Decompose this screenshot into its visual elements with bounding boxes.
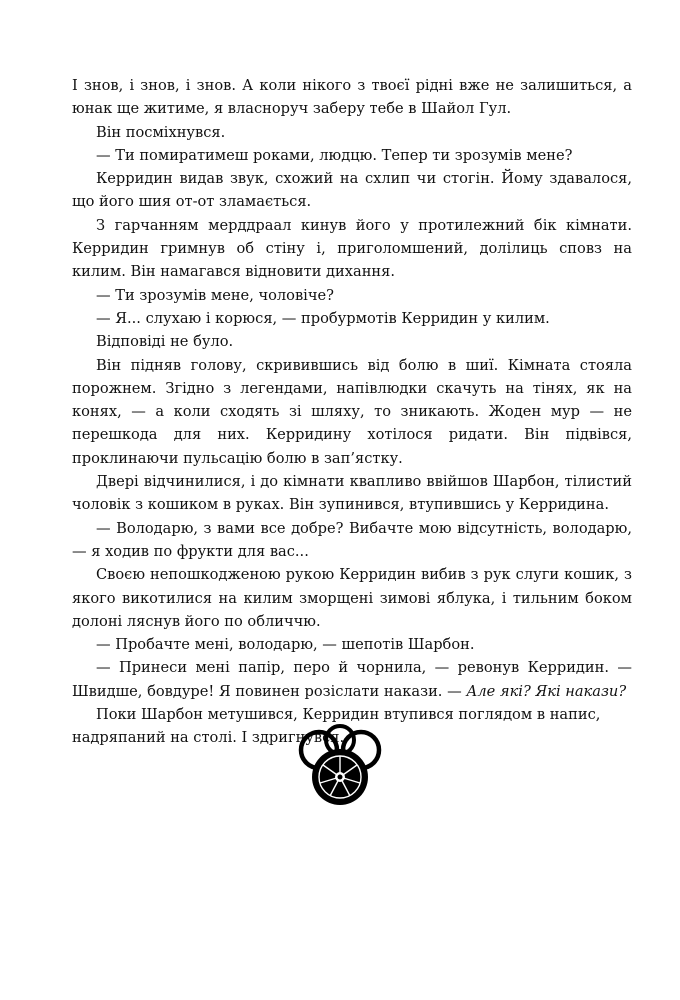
paragraph-8: Відповіді не було. (96, 333, 234, 351)
wheel-hub-center (338, 775, 343, 780)
paragraph-12: Своєю непошкодженою рукою Керридин вибив з рук слуги кошик, з якого викотилися на килим зморщені зимові яблука, і тильним боком долоні ляснув його по обличчю. (72, 566, 632, 630)
paragraph-7: — Я... слухаю і корюся, — пробурмотів Керридин у килим. (96, 309, 550, 327)
paragraph-9: Він підняв голову, скривившись від болю в шиї. Кімната стояла порожнем. Згідно з легендами, напівлюдки скачуть на тінях, як на конях, — а коли сходять зі шляху, то зникають. Жоден мур — не перешкода для них. Керридину хотілося ридати. Він підвівся, проклинаючи пульсацію болю в зап’ястку. (72, 356, 632, 467)
paragraph-4: Керридин видав звук, схожий на схлип чи стогін. Йому здавалося, що його шия от-от зламається. (72, 170, 632, 211)
paragraph-15: Поки Шарбон метушився, Керридин втупився поглядом в напис, надряпаний на столі. І здригнувся. (72, 706, 601, 747)
wheel-of-time-emblem-icon (297, 722, 383, 808)
paragraph-5: З гарчанням мерддраал кинув його у протилежний бік кімнати. Керридин гримнув об стіну і, приголомшений, долілиць сповз на килим. Він намагався відновити дихання. (72, 216, 632, 281)
paragraph-11: — Володарю, з вами все добре? Вибачте мою відсутність, володарю, — я ходив по фрукти для вас... (72, 519, 632, 560)
paragraph-14-text: — Принеси мені папір, перо й чорнила, — ревонув Керридин. — Швидше, бовдуре! Я повинен розіслати накази. — (72, 659, 632, 700)
italic-thought: Але які? Які накази? (466, 682, 627, 700)
paragraph-2: Він посміхнувся. (96, 123, 226, 141)
body-text (72, 74, 632, 750)
paragraph-3: — Ти помиратимеш роками, людцю. Тепер ти зрозумів мене? (96, 146, 573, 164)
paragraph-13: — Пробачте мені, володарю, — шепотів Шарбон. (96, 636, 475, 654)
paragraph-1: І знов, і знов, і знов. А коли нікого з твоєї рідні вже не залишиться, а юнак ще житиме, я власноруч заберу тебе в Шайол Гул. (72, 77, 632, 118)
paragraph-10: Двері відчинилися, і до кімнати квапливо ввійшов Шарбон, тілистий чоловік з кошиком в руках. Він зупинився, втупившись у Керридина. (72, 473, 632, 514)
emblem-wheel (312, 749, 368, 805)
paragraph-6: — Ти зрозумів мене, чоловіче? (96, 286, 334, 304)
paragraph-14 (72, 656, 632, 703)
